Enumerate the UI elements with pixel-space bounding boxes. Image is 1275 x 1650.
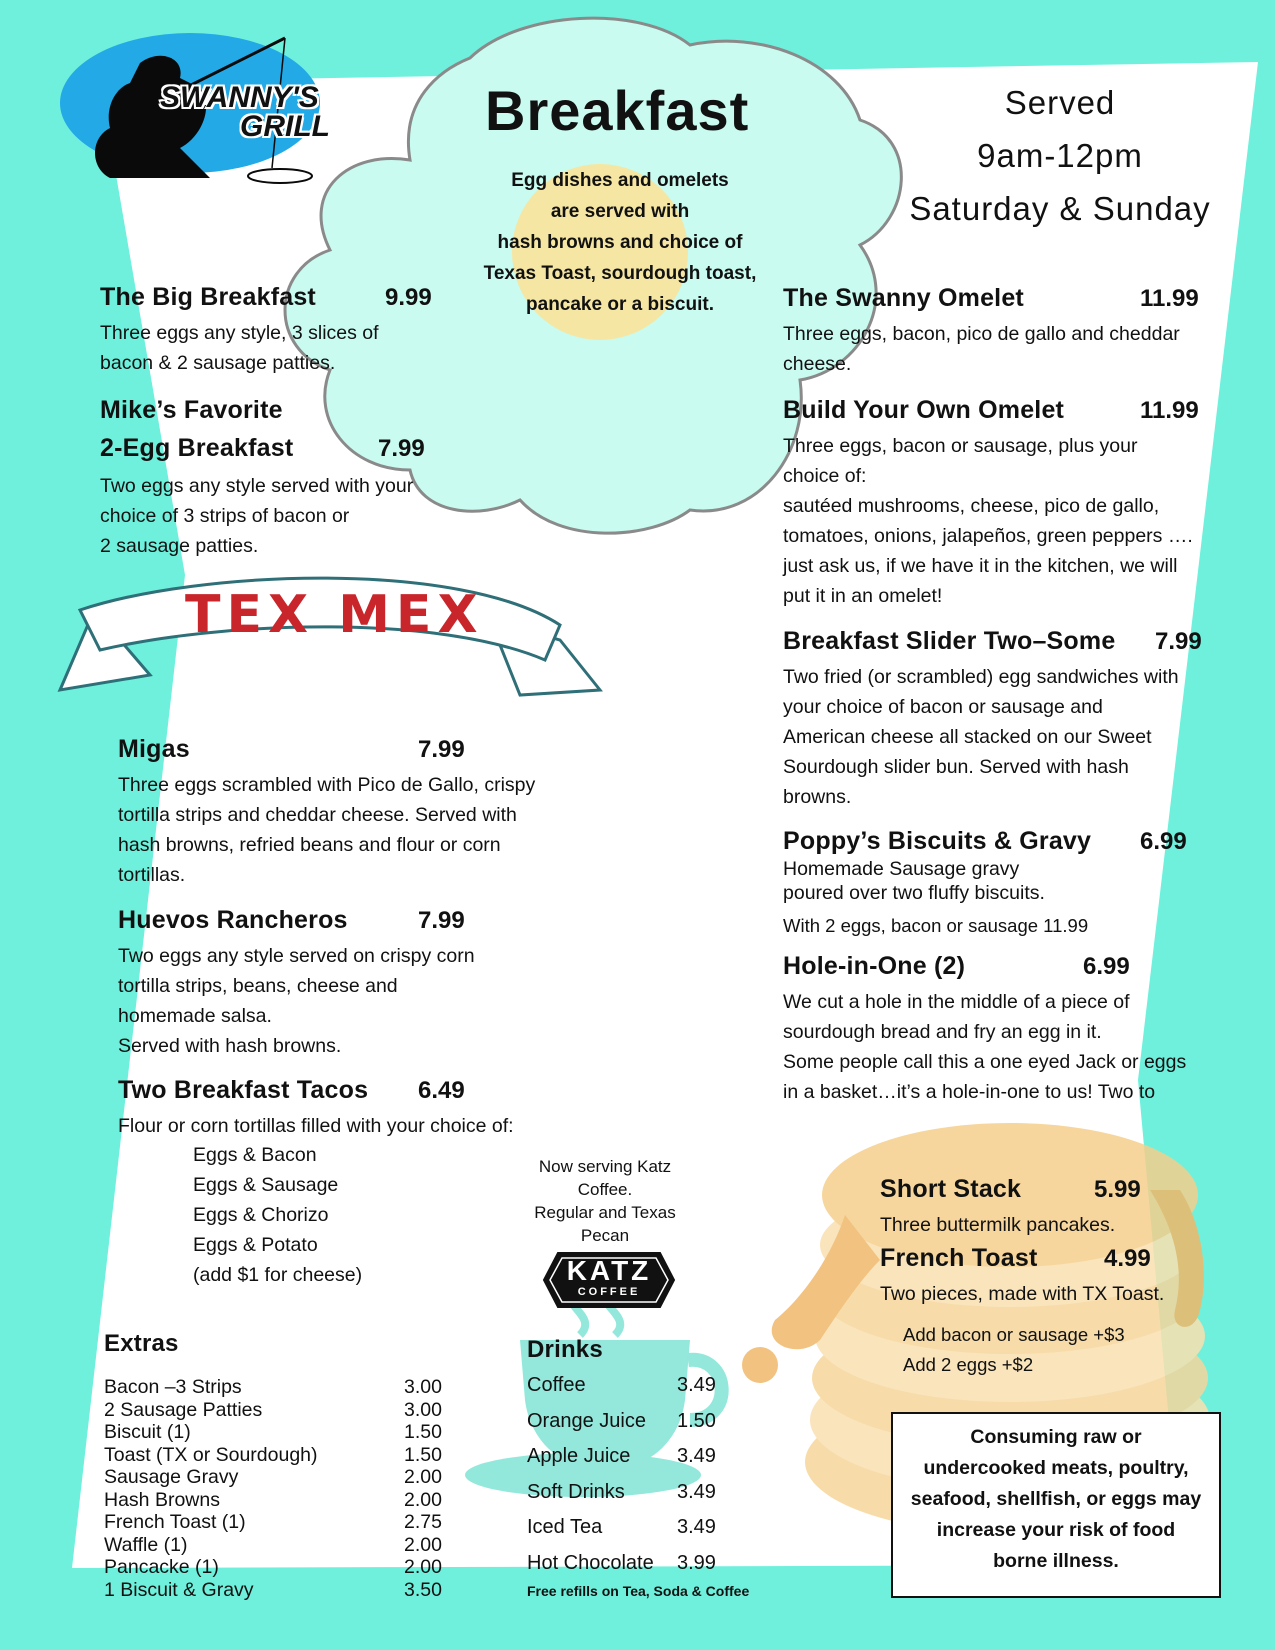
description-line: tortillas. — [118, 864, 186, 886]
price-row — [527, 1368, 757, 1404]
katz-coffee-note — [515, 1155, 695, 1247]
row-price: 3.49 — [677, 1516, 716, 1538]
row-price: 2.00 — [404, 1466, 442, 1488]
row-name: Coffee — [527, 1374, 586, 1396]
warning-line: increase your risk of food — [936, 1519, 1176, 1541]
addon-line: Add 2 eggs +$2 — [903, 1354, 1034, 1375]
row-price: 3.99 — [677, 1551, 716, 1574]
row-name: Sausage Gravy — [104, 1466, 239, 1488]
description-line: We cut a hole in the middle of a piece of — [783, 991, 1130, 1013]
item-description — [783, 431, 1223, 611]
row-name: Hot Chocolate — [527, 1551, 654, 1574]
item-description — [118, 770, 578, 890]
row-name: Soft Drinks — [527, 1480, 625, 1503]
description-line: in a basket…it’s a hole-in-one to us! Two to — [783, 1081, 1156, 1103]
item-price: 6.99 — [1083, 953, 1130, 980]
item-name: The Big Breakfast — [100, 283, 316, 311]
description-line: poured over two fluffy biscuits. — [783, 882, 1045, 904]
row-name: Bacon –3 Strips — [104, 1376, 242, 1398]
item-price: 4.99 — [1104, 1245, 1151, 1272]
row-price: 3.50 — [404, 1578, 442, 1601]
page-title: Breakfast — [485, 79, 750, 142]
served-label: Served — [1004, 84, 1116, 121]
item-description: Flour or corn tortillas filled with your choice of: — [118, 1115, 514, 1137]
price-row — [104, 1466, 464, 1489]
item-name: Hole-in-One (2) — [783, 952, 966, 980]
row-price: 2.00 — [404, 1556, 442, 1578]
price-row — [104, 1399, 464, 1422]
row-name: Waffle (1) — [104, 1533, 188, 1556]
item-price: 6.99 — [1140, 828, 1187, 855]
logo — [50, 18, 350, 193]
drinks-list — [527, 1368, 757, 1581]
row-name: French Toast (1) — [104, 1511, 246, 1533]
item-name: Breakfast Slider Two–Some — [783, 627, 1116, 655]
description-line: Three eggs, bacon or sausage, plus your — [783, 435, 1138, 457]
description-line: sautéed mushrooms, cheese, pico de gallo, — [783, 495, 1160, 517]
description-line: sourdough bread and fry an egg in it. — [783, 1021, 1102, 1043]
taco-option: (add $1 for cheese) — [193, 1264, 363, 1286]
cloud-note-line: are served with — [550, 201, 690, 222]
description-line: just ask us, if we have it in the kitchen, we will — [783, 555, 1178, 577]
row-price: 2.00 — [404, 1488, 442, 1511]
drinks-section — [527, 1336, 757, 1599]
taco-options — [193, 1140, 493, 1290]
item-description — [118, 941, 578, 1061]
extras-list — [104, 1376, 464, 1601]
item-name: Poppy’s Biscuits & Gravy — [783, 827, 1092, 855]
price-row — [527, 1510, 757, 1546]
tex-mex-banner-text: TEX MEX — [185, 585, 484, 645]
item-addon: With 2 eggs, bacon or sausage 11.99 — [783, 915, 1089, 936]
extras-title: Extras — [104, 1330, 179, 1357]
description-line: Served with hash browns. — [118, 1035, 342, 1057]
item-name-line1: Mike’s Favorite — [100, 396, 283, 424]
cloud-note-line: pancake or a biscuit. — [526, 294, 714, 315]
price-row — [104, 1421, 464, 1444]
item-price: 7.99 — [1155, 628, 1202, 655]
katz-logo-line1: KATZ — [566, 1255, 652, 1286]
cloud-note — [455, 165, 785, 320]
row-name: Apple Juice — [527, 1445, 631, 1467]
description-line: Three eggs, bacon, pico de gallo and cheddar — [783, 323, 1180, 345]
warning-line: seafood, shellfish, or eggs may — [910, 1488, 1202, 1510]
description-line: 2 sausage patties. — [100, 535, 259, 557]
item-price: 7.99 — [418, 907, 465, 934]
katz-note-line: Coffee. — [577, 1180, 633, 1199]
addon-line: Add bacon or sausage +$3 — [903, 1324, 1125, 1345]
item-description — [783, 319, 1223, 379]
description-line: Some people call this a one eyed Jack or eggs — [783, 1051, 1187, 1073]
item-price: 7.99 — [378, 435, 425, 462]
item-name-line2: 2-Egg Breakfast — [100, 434, 294, 462]
row-price: 3.49 — [677, 1374, 716, 1396]
price-row — [527, 1546, 757, 1582]
row-price: 3.00 — [404, 1376, 442, 1398]
description-line: Three eggs any style, 3 slices of — [100, 322, 379, 344]
row-name: Pancacke (1) — [104, 1556, 219, 1578]
item-price: 9.99 — [385, 284, 432, 311]
served-time: 9am-12pm — [977, 137, 1143, 174]
row-name: 2 Sausage Patties — [104, 1398, 263, 1421]
item-name: Huevos Rancheros — [118, 906, 348, 934]
logo-wordmark-line1: SWANNY'S — [160, 81, 319, 114]
katz-logo-line2: COFFEE — [577, 1286, 641, 1298]
description-line: Sourdough slider bun. Served with hash — [783, 756, 1129, 778]
row-name: Hash Browns — [104, 1488, 220, 1511]
extras-section — [104, 1330, 464, 1601]
item-name: The Swanny Omelet — [783, 284, 1024, 312]
food-safety-warning — [891, 1412, 1221, 1598]
katz-note-line: Regular and Texas — [534, 1203, 676, 1222]
description-line: cheese. — [783, 353, 852, 375]
item-price: 6.49 — [418, 1077, 465, 1104]
description-line: put it in an omelet! — [783, 585, 943, 607]
description-line: Homemade Sausage gravy — [783, 858, 1020, 880]
row-name: 1 Biscuit & Gravy — [104, 1578, 254, 1601]
warning-line: Consuming raw or — [970, 1426, 1142, 1448]
description-line: Two fried (or scrambled) egg sandwiches with — [783, 666, 1179, 688]
description-line: tortilla strips, beans, cheese and — [118, 975, 398, 997]
item-description — [100, 471, 460, 561]
description-line: bacon & 2 sausage patties. — [100, 352, 336, 374]
item-name: Build Your Own Omelet — [783, 396, 1065, 424]
served-hours — [905, 76, 1215, 235]
item-description — [783, 662, 1223, 812]
pancake-addons — [903, 1320, 1125, 1380]
description-line: your choice of bacon or sausage and — [783, 696, 1103, 718]
katz-note-line: Pecan — [580, 1226, 630, 1245]
item-name: Migas — [118, 735, 190, 763]
description-line: Two eggs any style served on crispy corn — [118, 945, 475, 967]
katz-coffee-logo — [536, 1245, 682, 1315]
item-description — [783, 857, 1223, 905]
row-price: 2.75 — [404, 1511, 442, 1533]
description-line: Three eggs scrambled with Pico de Gallo, crispy — [118, 774, 536, 796]
warning-line: undercooked meats, poultry, — [923, 1457, 1189, 1479]
row-name: Biscuit (1) — [104, 1421, 191, 1443]
item-price: 5.99 — [1094, 1176, 1141, 1203]
row-price: 1.50 — [404, 1443, 442, 1466]
description-line: homemade salsa. — [118, 1005, 272, 1027]
item-description: Two pieces, made with TX Toast. — [880, 1283, 1165, 1305]
price-row — [104, 1489, 464, 1512]
price-row — [104, 1444, 464, 1467]
row-price: 3.49 — [677, 1445, 716, 1467]
taco-option: Eggs & Chorizo — [193, 1204, 329, 1226]
taco-option: Eggs & Bacon — [193, 1144, 317, 1166]
row-price: 1.50 — [677, 1409, 716, 1432]
item-name: Two Breakfast Tacos — [118, 1076, 369, 1104]
item-name: French Toast — [880, 1244, 1038, 1272]
price-row — [527, 1404, 757, 1440]
drinks-title: Drinks — [527, 1336, 603, 1363]
description-line: American cheese all stacked on our Sweet — [783, 726, 1152, 748]
description-line: choice of 3 strips of bacon or — [100, 505, 350, 527]
price-row — [104, 1579, 464, 1602]
item-name: Short Stack — [880, 1175, 1022, 1203]
item-description — [783, 987, 1223, 1107]
item-description: Three buttermilk pancakes. — [880, 1214, 1116, 1236]
price-row — [104, 1511, 464, 1534]
row-name: Orange Juice — [527, 1409, 646, 1432]
item-description — [100, 318, 460, 378]
cloud-note-line: Texas Toast, sourdough toast, — [483, 263, 757, 284]
warning-line: borne illness. — [993, 1550, 1119, 1572]
row-price: 2.00 — [404, 1533, 442, 1556]
description-line: Two eggs any style served with your — [100, 475, 414, 497]
row-price: 3.49 — [677, 1480, 716, 1503]
served-days: Saturday & Sunday — [909, 190, 1211, 227]
row-price: 1.50 — [404, 1421, 442, 1443]
description-line: tomatoes, onions, jalapeños, green peppers …. — [783, 525, 1193, 547]
cloud-note-line: Egg dishes and omelets — [511, 170, 729, 191]
description-line: tortilla strips and cheddar cheese. Served with — [118, 804, 517, 826]
cloud-note-line: hash browns and choice of — [497, 232, 743, 253]
taco-option: Eggs & Potato — [193, 1234, 318, 1256]
item-price: 11.99 — [1140, 397, 1199, 424]
katz-note-line: Now serving Katz — [538, 1157, 672, 1176]
drinks-footnote: Free refills on Tea, Soda & Coffee — [527, 1583, 750, 1599]
description-line: hash browns, refried beans and flour or corn — [118, 834, 501, 856]
taco-option: Eggs & Sausage — [193, 1174, 339, 1196]
price-row — [104, 1534, 464, 1557]
description-line: browns. — [783, 786, 852, 808]
price-row — [527, 1475, 757, 1511]
price-row — [527, 1439, 757, 1475]
row-name: Toast (TX or Sourdough) — [104, 1443, 318, 1466]
item-price: 7.99 — [418, 736, 465, 763]
row-name: Iced Tea — [527, 1516, 603, 1538]
item-price: 11.99 — [1140, 285, 1199, 312]
description-line: choice of: — [783, 465, 867, 487]
price-row — [104, 1376, 464, 1399]
price-row — [104, 1556, 464, 1579]
logo-wordmark-line2: GRILL — [240, 110, 330, 143]
row-price: 3.00 — [404, 1398, 442, 1421]
